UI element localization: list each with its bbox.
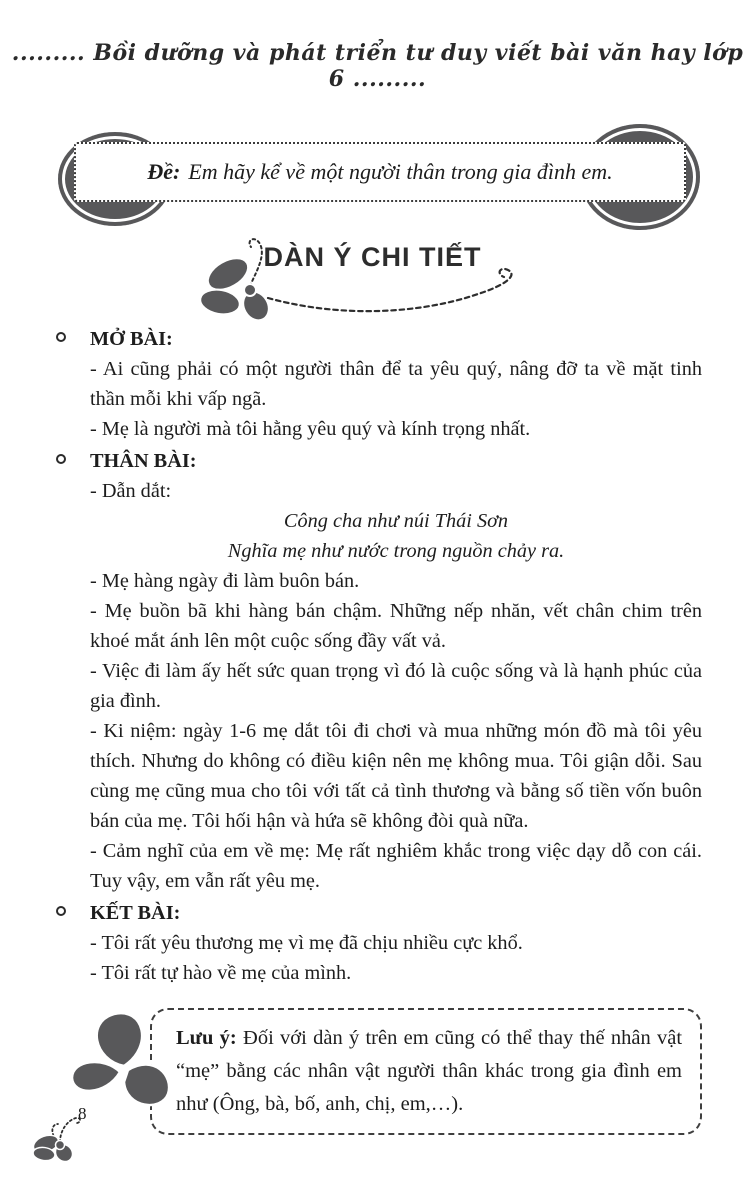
note-text: Đối với dàn ý trên em cũng có thể thay thế nhân vật “mẹ” bằng các nhân vật người thân khác trong gia đình em như (Ông, bà, bố, anh, chị, em,…). bbox=[176, 1027, 683, 1115]
flower-swirl-icon bbox=[26, 1100, 98, 1162]
outline-verse: Nghĩa mẹ như nước trong nguồn chảy ra. bbox=[227, 540, 565, 562]
outline-heading-label: MỞ BÀI: bbox=[90, 328, 173, 350]
topic-box bbox=[58, 122, 700, 226]
outline-item: - Ai cũng phải có một người thân để ta yêu quý, nâng đỡ ta về mặt tinh thần mỗi khi vấp ngã. bbox=[90, 358, 702, 410]
circle-bullet-icon bbox=[56, 332, 66, 342]
topic-text-frame bbox=[74, 142, 686, 202]
outline-item: - Dẫn dắt: bbox=[90, 480, 172, 502]
outline-item: - Mẹ hàng ngày đi làm buôn bán. bbox=[90, 570, 360, 592]
running-header: ......... Bồi dưỡng và phát triển tư duy viết bài văn hay lớp 6 ......... bbox=[11, 40, 744, 92]
outline-item: - Ki niệm: ngày 1-6 mẹ dắt tôi đi chơi và mua những món đồ mà tôi yêu thích. Nhưng do không có điều kiện nên mẹ không mua. Tôi giận dỗi. Sau cùng mẹ cũng mua cho tôi với tất cả tình thương và bằng số tiền vốn buôn bán của mẹ. Tôi hối hận và hứa sẽ không đòi quà nữa. bbox=[90, 720, 702, 832]
page-number: 8 bbox=[78, 1104, 87, 1123]
topic-label: Đề: bbox=[147, 159, 181, 184]
page-footer bbox=[26, 1100, 136, 1162]
outline-heading-label: KẾT BÀI: bbox=[90, 902, 181, 924]
outline-heading bbox=[90, 446, 702, 476]
outline-heading bbox=[90, 898, 702, 928]
outline-item: - Mẹ buồn bã khi hàng bán chậm. Những nếp nhăn, vết chân chim trên khoé mắt ánh lên một cuộc sống đầy vất vả. bbox=[90, 600, 702, 652]
outline-heading-label: THÂN BÀI: bbox=[90, 450, 197, 472]
outline-item: - Mẹ là người mà tôi hằng yêu quý và kính trọng nhất. bbox=[90, 418, 531, 440]
circle-bullet-icon bbox=[56, 454, 66, 464]
outline-item: - Tôi rất tự hào về mẹ của mình. bbox=[90, 962, 352, 984]
flower-icon bbox=[66, 1002, 178, 1114]
note-section bbox=[150, 1008, 702, 1135]
section-title: DÀN Ý CHI TIẾT bbox=[263, 242, 482, 272]
outline-item: - Tôi rất yêu thương mẹ vì mẹ đã chịu nhiều cực khổ. bbox=[90, 932, 523, 954]
outline-item: - Cảm nghĩ của em về mẹ: Mẹ rất nghiêm khắc trong việc dạy dỗ con cái. Tuy vậy, em vẫn rất yêu mẹ. bbox=[90, 840, 702, 892]
outline bbox=[90, 324, 702, 988]
circle-bullet-icon bbox=[56, 906, 66, 916]
outline-item: - Việc đi làm ấy hết sức quan trọng vì đó là cuộc sống và là hạnh phúc của gia đình. bbox=[90, 660, 702, 712]
note-label: Lưu ý: bbox=[176, 1027, 237, 1049]
outline-verse: Công cha như núi Thái Sơn bbox=[283, 510, 509, 532]
note-box bbox=[150, 1008, 702, 1135]
outline-heading bbox=[90, 324, 702, 354]
topic-text: Em hãy kể về một người thân trong gia đình em. bbox=[188, 159, 613, 184]
section-title-strip bbox=[0, 226, 755, 320]
